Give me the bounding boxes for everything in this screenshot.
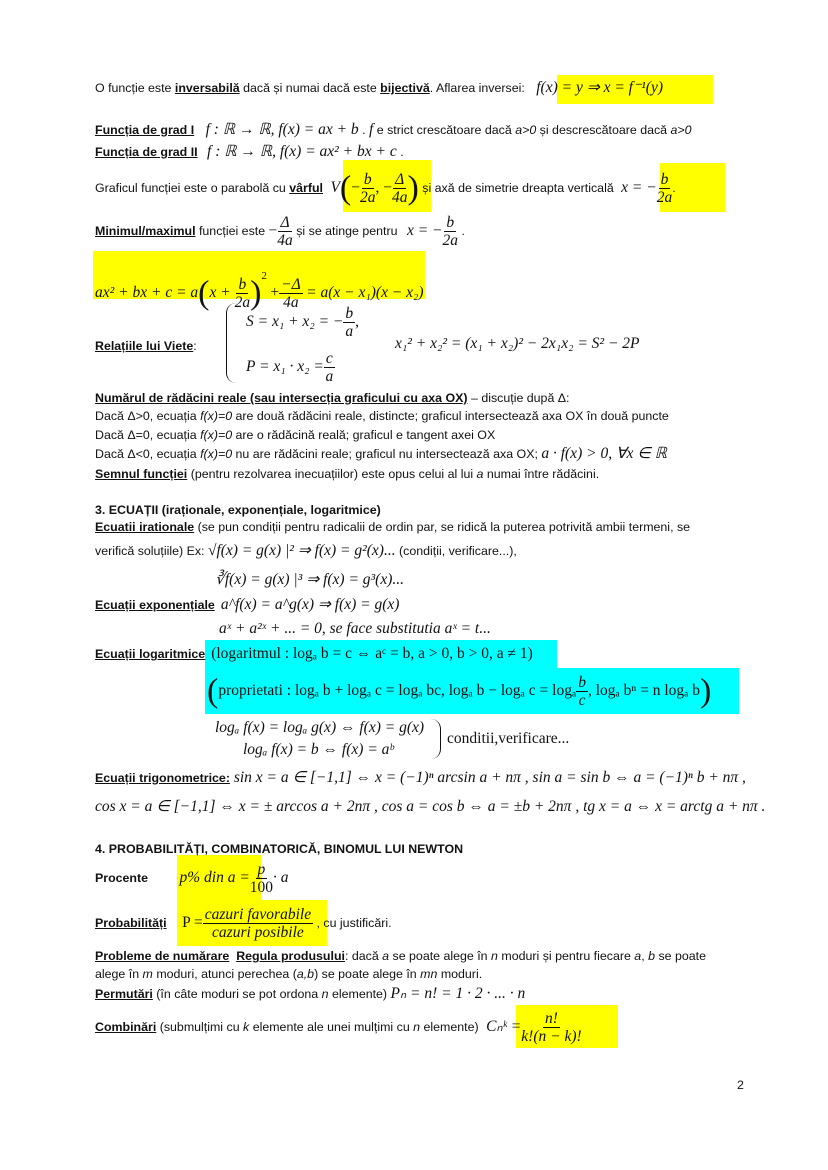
sign-line xyxy=(95,466,599,482)
viete-label-line xyxy=(95,338,197,354)
roots-heading xyxy=(95,390,570,406)
text: aˣ + a²ˣ + ... = 0, se face substitutia aˣ = t... xyxy=(219,620,491,637)
log-line-1 xyxy=(95,646,533,662)
fraction xyxy=(392,171,408,206)
text: − xyxy=(351,179,360,196)
text: (condiții, verificare...), xyxy=(395,544,517,558)
text: mn xyxy=(420,967,438,981)
log-system xyxy=(215,717,569,761)
grad2-label: Funcția de grad II xyxy=(95,145,198,159)
text: a · f(x) > 0, ∀x ∈ ℝ xyxy=(541,445,667,462)
roots-case-3 xyxy=(95,446,667,462)
probability-label: Probabilități xyxy=(95,916,167,930)
text: P = x₁ · x₂ = xyxy=(246,358,324,375)
text: ∛f(x) = g(x) |³ ⇒ f(x) = g³(x)... xyxy=(215,571,405,588)
text: Δ xyxy=(395,171,405,189)
text: a xyxy=(345,323,354,341)
text: elemente) xyxy=(328,987,391,1001)
text: · a xyxy=(273,869,289,886)
text: Graficul funcției este o parabolă cu xyxy=(95,181,290,195)
text: p xyxy=(257,861,266,879)
text: − xyxy=(268,222,278,239)
text: Δ xyxy=(280,214,290,232)
text: cazuri posibile xyxy=(212,924,304,942)
viete-label: Relațiile lui Viete xyxy=(95,339,194,353)
fraction xyxy=(250,861,273,896)
text: , xyxy=(355,313,359,330)
log-label: Ecuații logaritmice xyxy=(95,647,206,661)
inverse-line xyxy=(95,80,663,96)
exponential-label: Ecuații exponențiale xyxy=(95,598,215,612)
fraction xyxy=(343,305,355,340)
text: elemente) xyxy=(420,1020,483,1034)
product-rule-label: Regula produsului xyxy=(236,949,345,963)
log-line-4: logₐ f(x) = b ⇔ f(x) = aᵇ xyxy=(243,741,394,758)
text: ) se poate alege în xyxy=(314,967,421,981)
text: elemente ale unei mulțimi cu xyxy=(249,1020,414,1034)
counting-label: Probleme de numărare xyxy=(95,949,230,963)
text: b xyxy=(363,171,372,189)
section-3-title: 3. ECUAȚII (iraționale, exponențiale, logaritmice) xyxy=(95,503,381,517)
log-conditions: conditii,verificare... xyxy=(447,730,570,747)
text: p% din a = xyxy=(179,869,250,886)
text: c xyxy=(325,350,333,368)
text: b xyxy=(238,276,247,294)
text: moduri și pentru fiecare xyxy=(497,949,635,963)
log-equations xyxy=(215,717,424,761)
text: – discuție după Δ: xyxy=(467,391,570,405)
fraction xyxy=(277,214,293,249)
text: n xyxy=(413,1020,421,1034)
text: x₁² + x₂² = (x₁ + x₂)² − 2x₁x₂ = S² − 2P xyxy=(395,335,640,352)
text: a xyxy=(476,467,484,481)
text: , − xyxy=(375,179,392,196)
vertex-line xyxy=(95,168,676,209)
text: 4a xyxy=(283,294,299,312)
text: : xyxy=(193,339,197,353)
irrational-label: Ecuatii irationale xyxy=(95,520,195,534)
text: Dacă Δ=0, ecuația xyxy=(95,428,201,442)
text: (submulțimi cu xyxy=(156,1020,244,1034)
text: n xyxy=(321,987,329,1001)
text: (logaritmul : logₐ b = c ⇔ aᶜ = b, a > 0, b > 0, a ≠ 1) xyxy=(211,645,533,662)
grad2-formula: f : ℝ → ℝ, f(x) = ax² + bx + c xyxy=(207,143,397,160)
text: sin x = a ∈ [−1,1] ⇔ x = (−1)ⁿ arcsin a + nπ , sin a = sin b ⇔ a = (−1)ⁿ b + nπ , xyxy=(229,769,746,786)
closing-brace xyxy=(428,719,441,759)
text: proprietati : logₐ b + logₐ c = logₐ bc, logₐ b − logₐ c = logₐ xyxy=(218,682,577,699)
text: 100 xyxy=(249,879,274,897)
inverse-formula: f(x) = y ⇒ x = f⁻¹(y) xyxy=(536,79,664,96)
text: : dacă xyxy=(344,949,383,963)
term-bijectiva: bijectivă xyxy=(380,81,430,95)
text: f(x)=0 xyxy=(200,409,233,423)
roots-label: Numărul de rădăcini reale (sau intersecția graficului cu axa OX) xyxy=(95,391,468,405)
text: m xyxy=(142,967,153,981)
text: a^f(x) = a^g(x) ⇒ f(x) = g(x) xyxy=(220,596,400,613)
text: V xyxy=(330,179,340,196)
text: 2a xyxy=(234,294,251,312)
exponential-line-1 xyxy=(95,597,399,613)
text: . Aflarea inversei: xyxy=(429,81,529,95)
text: f(x)=0 xyxy=(200,447,233,461)
text: = a(x − x₁)(x − x₂) xyxy=(306,284,424,301)
text: și axă de simetrie dreapta verticală xyxy=(422,181,618,195)
permutations-label: Permutări xyxy=(95,987,153,1001)
text: . xyxy=(672,181,676,195)
roots-case-2 xyxy=(95,427,495,443)
text: a>0 xyxy=(670,123,692,137)
sign-label: Semnul funcției xyxy=(95,467,188,481)
text: și descrescătoare dacă xyxy=(536,123,671,137)
paren: ) xyxy=(700,672,712,710)
text: c xyxy=(578,692,586,710)
text: b xyxy=(578,674,586,692)
text: nu are rădăcini reale; graficul nu intersectează axa OX; xyxy=(232,447,542,461)
trig-line-1 xyxy=(95,770,746,786)
text: k xyxy=(243,1020,250,1034)
text: O funcție este xyxy=(95,81,175,95)
text: + xyxy=(270,284,280,301)
text: b xyxy=(648,949,655,963)
text: are două rădăcini reale, distincte; graficul intersectează axa OX în două puncte xyxy=(232,409,669,423)
section-4-title: 4. PROBABILITĂȚI, COMBINATORICĂ, BINOMUL LUI NEWTON xyxy=(95,842,464,856)
fraction xyxy=(360,171,376,206)
permutations-line xyxy=(95,986,525,1002)
counting-line-2 xyxy=(95,966,482,982)
irrational-line-2 xyxy=(95,543,517,559)
fraction xyxy=(203,906,313,941)
text: se poate alege în xyxy=(389,949,492,963)
grad1-line xyxy=(95,122,692,138)
text: (se pun condiții pentru radicalii de ordin par, se ridică la puterea potrivită ambii termeni, se xyxy=(194,520,691,534)
exponential-line-2 xyxy=(219,621,491,637)
text: , logₐ bⁿ = n logₐ b xyxy=(587,682,701,699)
text: k!(n − k)! xyxy=(521,1028,582,1046)
fraction xyxy=(576,674,588,709)
text: x = − xyxy=(406,222,443,239)
text: moduri. xyxy=(437,967,483,981)
viete-sum xyxy=(246,302,359,342)
text: √f(x) = g(x) |² ⇒ f(x) = g²(x)... xyxy=(207,542,396,559)
text: . xyxy=(396,145,404,159)
text: și se atinge pentru xyxy=(292,224,401,238)
log-line-3: logₐ f(x) = logₐ g(x) ⇔ f(x) = g(x) xyxy=(215,719,425,736)
paren: ) xyxy=(407,169,419,207)
text: x + xyxy=(209,284,235,301)
fraction xyxy=(656,171,676,207)
text: n! xyxy=(545,1010,558,1028)
text: f(x)=0 xyxy=(200,428,233,442)
text: a xyxy=(382,949,390,963)
text: 2a xyxy=(656,189,673,207)
paren: ) xyxy=(250,274,262,312)
text: cos x = a ∈ [−1,1] ⇔ x = ± arccos a + 2nπ , cos a = cos b ⇔ a = ±b + 2nπ , tg x = a ⇔ x = arctg a + nπ . xyxy=(95,798,766,815)
trig-line-2 xyxy=(95,799,765,815)
text: f xyxy=(369,121,374,138)
text: alege în xyxy=(95,967,143,981)
text: (pentru rezolvarea inecuațiilor) este opus celui al lui xyxy=(187,467,477,481)
text: funcției este xyxy=(195,224,269,238)
text: x = − xyxy=(621,179,657,196)
system-brace xyxy=(226,303,239,383)
text: Cₙᵏ = xyxy=(486,1018,522,1035)
combinations-label: Combinări xyxy=(95,1020,157,1034)
text: b xyxy=(660,171,669,189)
text: b xyxy=(345,305,354,323)
text: numai între rădăcini. xyxy=(483,467,600,481)
text: b xyxy=(446,214,455,232)
grad1-label: Funcția de grad I xyxy=(95,123,195,137)
text: 2a xyxy=(442,232,458,250)
percent-line xyxy=(95,858,289,898)
text: 2 xyxy=(261,270,267,282)
text: a xyxy=(634,949,642,963)
paren: ( xyxy=(339,169,352,207)
text: 4a xyxy=(277,232,293,250)
text: verifică soluțiile) Ex: xyxy=(95,544,208,558)
text: ax² + bx + c = a xyxy=(95,284,199,301)
text: . xyxy=(458,224,465,238)
text: 4a xyxy=(391,189,408,207)
text: a>0 xyxy=(515,123,537,137)
text: are o rădăcină reală; graficul e tangent axei OX xyxy=(232,428,496,442)
text: a,b xyxy=(296,967,315,981)
fraction xyxy=(521,1010,581,1045)
trig-label: Ecuații trigonometrice: xyxy=(95,771,230,785)
text: , cu justificări. xyxy=(313,916,392,930)
irrational-line-1 xyxy=(95,519,690,535)
probability-line xyxy=(95,903,392,943)
text: moduri, atunci perechea ( xyxy=(152,967,297,981)
viete-product xyxy=(246,347,335,387)
minmax-line xyxy=(95,211,465,251)
grad1-formula: f : ℝ → ℝ, f(x) = ax + b xyxy=(205,121,359,138)
text: n xyxy=(491,949,498,963)
irrational-line-3 xyxy=(215,572,404,588)
text: P = xyxy=(182,914,203,931)
term-varful: vârful xyxy=(289,181,323,195)
paren: ( xyxy=(198,274,210,312)
text: −Δ xyxy=(281,276,301,294)
text: dacă și numai dacă este xyxy=(239,81,381,95)
combinations-line xyxy=(95,1007,582,1047)
page-number: 2 xyxy=(737,1078,744,1092)
text: a xyxy=(325,368,334,386)
text: cazuri favorabile xyxy=(204,906,312,924)
paren: ( xyxy=(207,672,219,710)
fraction xyxy=(324,350,335,385)
text: e strict crescătoare dacă xyxy=(373,123,516,137)
text: . xyxy=(358,123,369,137)
sum-squares xyxy=(395,336,640,352)
roots-case-1 xyxy=(95,408,669,424)
text: se poate xyxy=(655,949,706,963)
counting-line-1 xyxy=(95,948,706,964)
percent-label: Procente xyxy=(95,871,149,885)
text: Pₙ = n! = 1 · 2 · ... · n xyxy=(390,985,526,1002)
text: Dacă Δ>0, ecuația xyxy=(95,409,201,423)
text: 2a xyxy=(359,189,376,207)
text: S = x₁ + x₂ = − xyxy=(246,313,344,330)
text: , xyxy=(641,949,649,963)
text: (în câte moduri se pot ordona xyxy=(152,987,322,1001)
term-inversabila: inversabilă xyxy=(174,81,240,95)
fraction xyxy=(443,214,459,249)
text: Dacă Δ<0, ecuația xyxy=(95,447,201,461)
minmax-label: Minimul/maximul xyxy=(95,224,196,238)
log-line-2 xyxy=(207,671,711,712)
grad2-line xyxy=(95,144,404,160)
